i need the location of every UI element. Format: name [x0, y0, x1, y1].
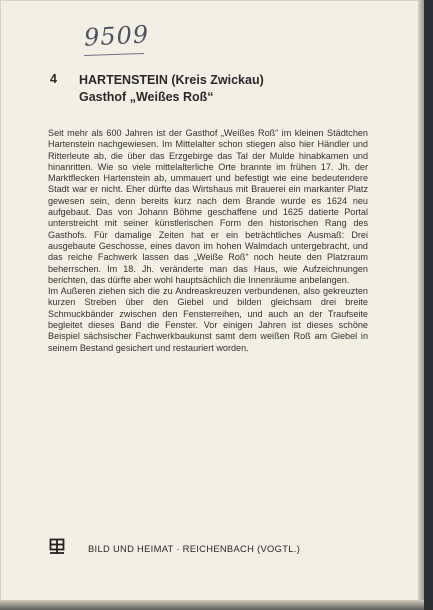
paragraph: Im Außeren ziehen sich die zu Andreaskreuzen verbundenen, also gekreuzten kurzen Streben über den Giebel und bilden gleichsam drei breite Schmuckbänder zwischen den Fensterreihen, und auch an der Traufseite begleitet dieses Band die Fenster. Vor einigen Jahren ist dieses schöne Beispiel sächsischer Fachwerkbaukunst samt dem weißen Roß am Giebel in seinem Bestand gesichert und restauriert worden.: [48, 286, 368, 353]
paragraph: Seit mehr als 600 Jahren ist der Gasthof „Weißes Roß“ im kleinen Städtchen Hartenstein nachgewiesen. Im Mittelalter schon stiegen also hier Händler und Ritterleute ab, die über das Erzgebirge das Tal der Mulde hinabkamen und hinanritten. Wie so viele mittelalterliche Orte brannte im frühen 17. Jh. der Marktflecken Hartenstein ab, ummauert und befestigt wie eine bedeutendere Stadt war er nicht. Eher dürfte das Wirtshaus mit Brauerei ein markanter Platz gewesen sein, denn bereits kurz nach dem Brande wurde es 1624 neu aufgebaut. Das von Johann Böhme geschaffene und 1625 datierte Portal unterstreicht mit seiner künstlerischen Form den historischen Rang des Gasthofs. Für damalige Zeiten hat er ein beträchtliches Ausmaß: Drei ausgebaute Geschosse, eines davon im hohen Walmdach untergebracht, und das reiche Fachwerk lassen das „Weiße Roß“ noch heute den Platzraum beherrschen. Im 18. Jh. veränderte man das Haus, wie Aufzeichnungen berichten, das dürfte aber wohl hauptsächlich die Innenräume anbelangen.: [48, 128, 368, 285]
publisher-line: BILD UND HEIMAT · REICHENBACH (VOGTL.): [88, 543, 301, 554]
handwritten-number: 9509: [83, 20, 150, 52]
entry-heading: [79, 72, 264, 106]
handwritten-underline: [84, 53, 144, 56]
publisher-logo-icon: [49, 538, 65, 554]
card-edge-shadow: [418, 0, 424, 600]
description-text: [48, 128, 368, 354]
place-title: HARTENSTEIN (Kreis Zwickau): [79, 73, 264, 87]
subject-title: Gasthof „Weißes Roß“: [79, 90, 214, 104]
entry-number: 4: [50, 72, 57, 86]
card-bottom-shadow: [0, 600, 424, 610]
